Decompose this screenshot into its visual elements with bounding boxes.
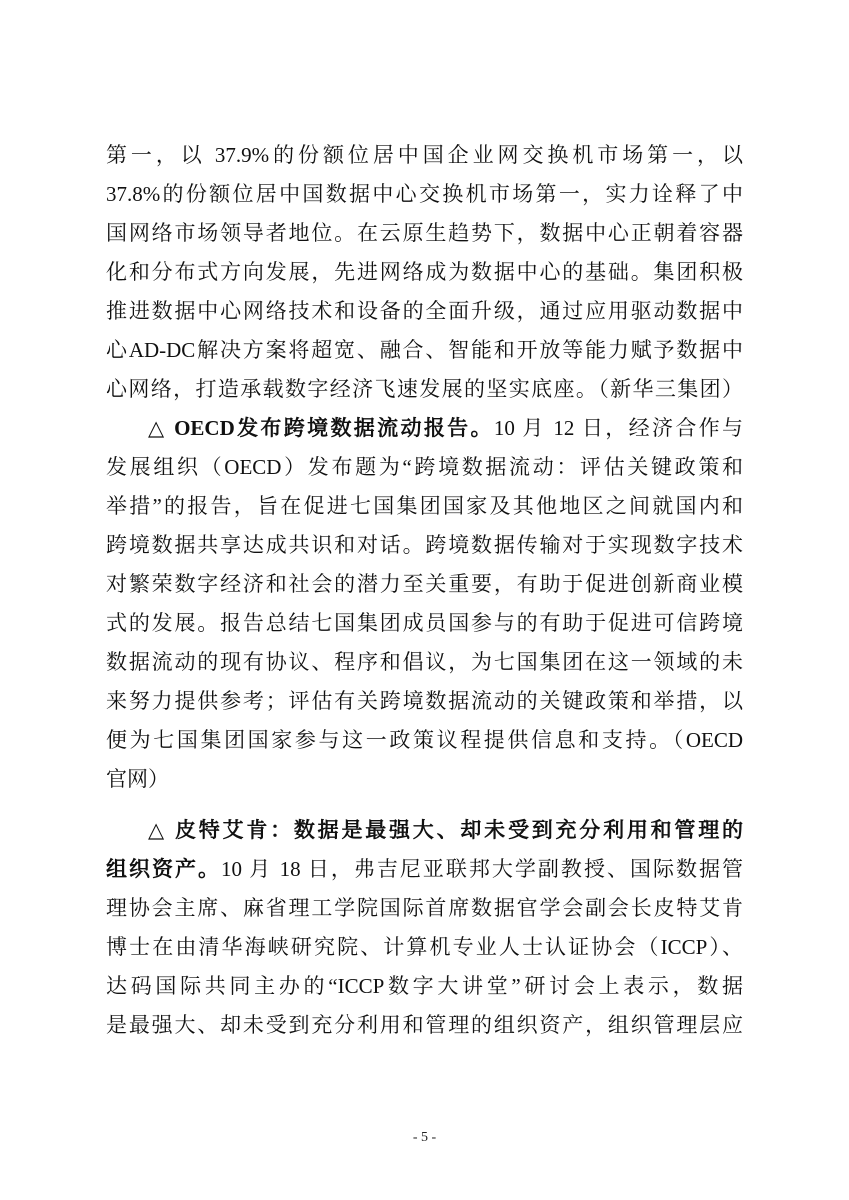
text-line: 第一，以 37.9%的份额位居中国企业网交换机市场第一，以 — [106, 143, 743, 167]
news-item-text: 10 月 18 日，弗吉尼亚联邦大学副教授、国际数据管 — [221, 857, 743, 881]
text-line: 发展组织（OECD）发布题为“跨境数据流动：评估关键政策和 — [106, 455, 743, 479]
text-line: 跨境数据共享达成共识和对话。跨境数据传输对于实现数字技术 — [106, 533, 743, 557]
text-line: 达码国际共同主办的“ICCP数字大讲堂”研讨会上表示，数据 — [106, 974, 743, 998]
text-line: 便为七国集团国家参与这一政策议程提供信息和支持。（OECD — [106, 728, 743, 752]
text-line: 化和分布式方向发展，先进网络成为数据中心的基础。集团积极 — [106, 260, 743, 284]
text-line: 官网） — [106, 767, 169, 791]
text-line: 理协会主席、麻省理工学院国际首席数据官学会副会长皮特艾肯 — [106, 896, 743, 920]
text-line: 式的发展。报告总结七国集团成员国参与的有助于促进可信跨境 — [106, 611, 743, 635]
page-number: - 5 - — [412, 1130, 437, 1145]
text-line: 推进数据中心网络技术和设备的全面升级，通过应用驱动数据中 — [106, 299, 743, 323]
text-line: 来努力提供参考；评估有关跨境数据流动的关键政策和举措，以 — [106, 689, 743, 713]
news-item-title: △ 皮特艾肯：数据是最强大、却未受到充分利用和管理的 — [148, 818, 743, 842]
news-item-title-continued: 组织资产。 — [106, 857, 222, 881]
news-item-text: 10 月 12 日，经济合作与 — [493, 416, 743, 440]
paragraph-new-h3c — [106, 136, 743, 409]
paragraph-oecd-report — [106, 409, 743, 799]
text-line — [106, 850, 743, 889]
text-line: 数据流动的现有协议、程序和倡议，为七国集团在这一领域的未 — [106, 650, 743, 674]
paragraph-peter-aiken — [106, 811, 743, 1045]
text-line: 37.8%的份额位居中国数据中心交换机市场第一，实力诠释了中 — [106, 182, 743, 206]
text-line: 是最强大、却未受到充分利用和管理的组织资产，组织管理层应 — [106, 1013, 743, 1037]
text-line: 心网络，打造承载数字经济飞速发展的坚实底座。（新华三集团） — [106, 377, 743, 401]
document-body — [106, 136, 743, 1045]
text-line: 举措”的报告，旨在促进七国集团国家及其他地区之间就国内和 — [106, 494, 743, 518]
news-item-title: △ OECD发布跨境数据流动报告。 — [148, 416, 494, 440]
text-line: 对繁荣数字经济和社会的潜力至关重要，有助于促进创新商业模 — [106, 572, 743, 596]
text-line: 博士在由清华海峡研究院、计算机专业人士认证协会（ICCP）、 — [106, 935, 743, 959]
text-line — [106, 409, 743, 448]
text-line: 国网络市场领导者地位。在云原生趋势下，数据中心正朝着容器 — [106, 221, 743, 245]
text-line: 心AD-DC解决方案将超宽、融合、智能和开放等能力赋予数据中 — [106, 338, 743, 362]
